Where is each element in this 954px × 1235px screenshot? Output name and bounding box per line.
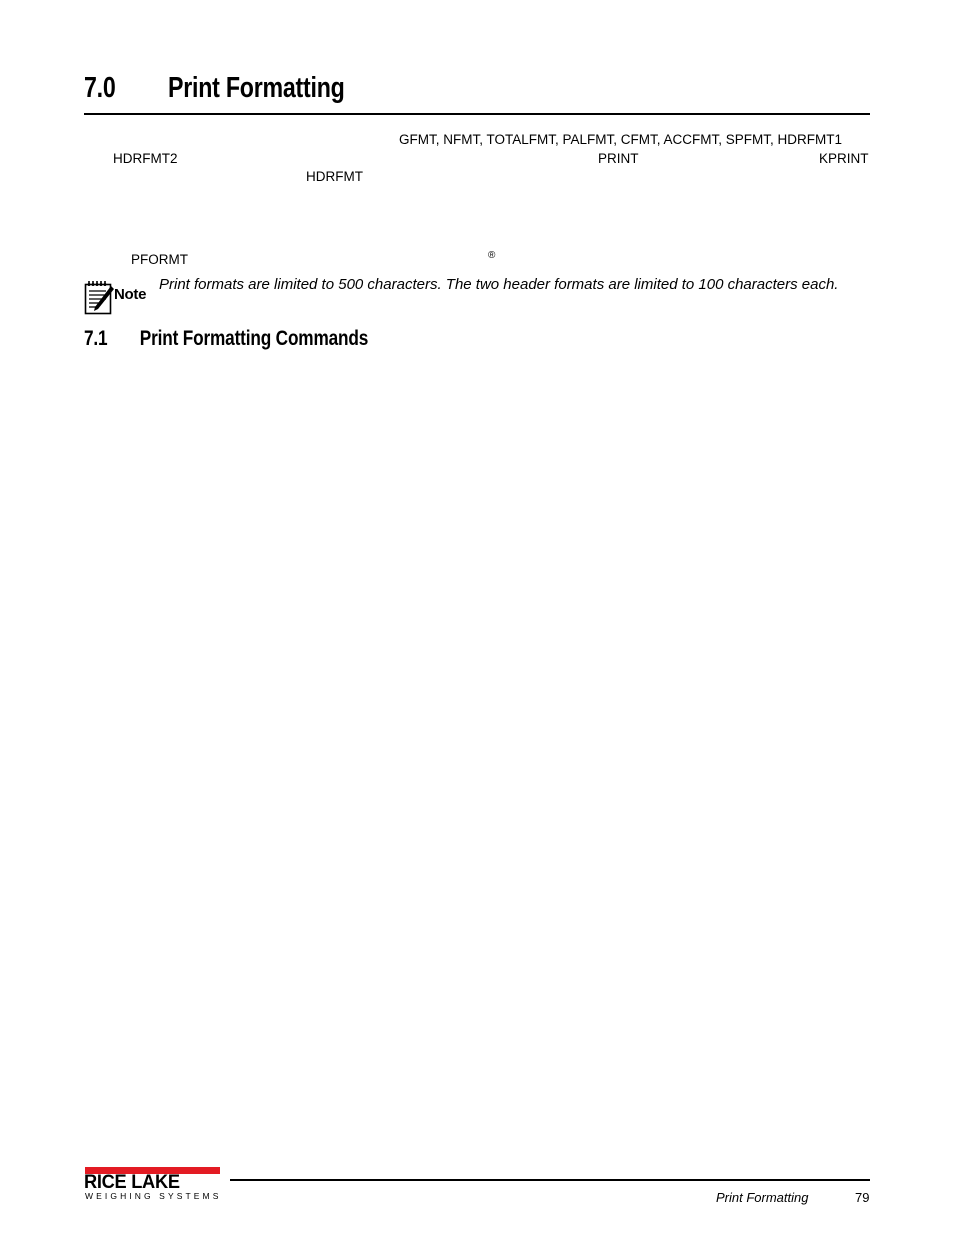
footer-page-number: 79 [855, 1190, 870, 1205]
format-list-text: GFMT, NFMT, TOTALFMT, PALFMT, CFMT, ACCFMT, SPFMT, HDRFMT1 [399, 132, 842, 147]
hdrfmt2-text: HDRFMT2 [113, 151, 178, 166]
note-icon [84, 280, 154, 316]
print-command-text: PRINT [598, 151, 639, 166]
pformt-text: PFORMT [131, 252, 188, 267]
kprint-command-text: KPRINT [819, 151, 869, 166]
footer-rule [230, 1179, 870, 1181]
footer-section-title: Print Formatting [716, 1190, 809, 1205]
section-title: Print Formatting [168, 72, 345, 104]
hdrfmt-text: HDRFMT [306, 169, 363, 184]
logo-tagline: WEIGHING SYSTEMS [85, 1191, 222, 1201]
logo-name: RICE LAKE [84, 1172, 180, 1193]
section-number: 7.0 [84, 72, 116, 104]
title-rule [84, 113, 870, 115]
subsection-title: Print Formatting Commands [139, 327, 369, 350]
subsection-heading [84, 327, 368, 351]
rice-lake-logo [84, 1164, 222, 1202]
page-title [84, 72, 345, 105]
subsection-number: 7.1 [84, 327, 108, 350]
registered-mark: ® [488, 250, 496, 261]
note-text: Print formats are limited to 500 characters. The two header formats are limited to 100 characters each. [159, 276, 839, 293]
note-label: Note [114, 286, 147, 303]
